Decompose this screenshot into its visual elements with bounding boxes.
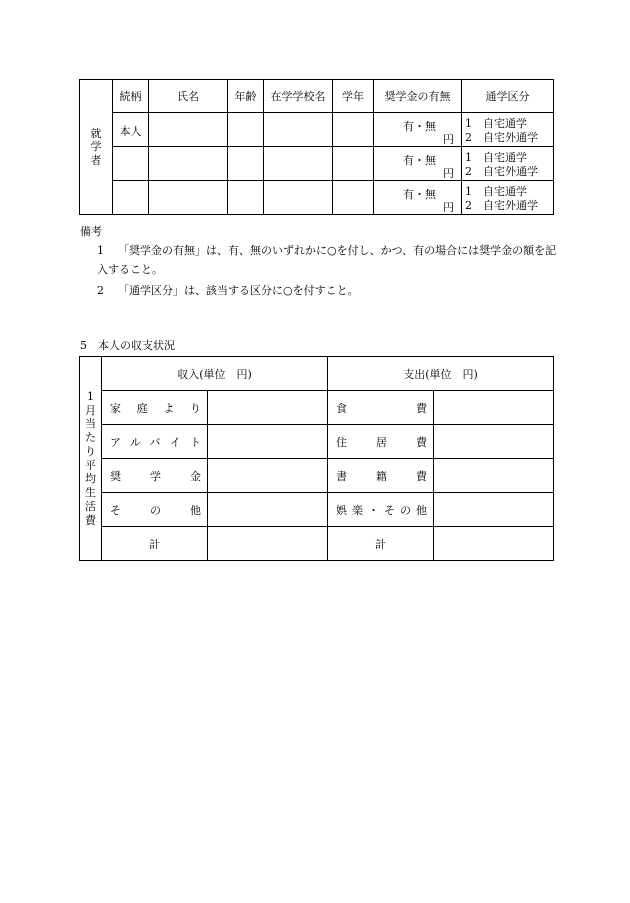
budget-side-label: 1 月 当 た り 平 均 生 活 費 [80, 357, 102, 561]
scholarship-cell[interactable]: 有・無 円 [374, 181, 462, 215]
income-value[interactable] [208, 425, 328, 459]
age-cell[interactable] [228, 113, 264, 147]
expense-label: 住居費 [328, 425, 434, 459]
income-label: 家庭より [102, 391, 208, 425]
student-side-label: 就 学 者 [80, 80, 113, 215]
expense-value[interactable] [434, 391, 554, 425]
expense-label: 娯楽・その他 [328, 493, 434, 527]
table-row [80, 425, 554, 459]
grade-cell[interactable] [333, 181, 374, 215]
income-value[interactable] [208, 459, 328, 493]
name-cell[interactable] [149, 181, 228, 215]
header-relation: 続柄 [113, 80, 149, 113]
grade-cell[interactable] [333, 147, 374, 181]
header-commute: 通学区分 [462, 80, 554, 113]
budget-table [79, 356, 554, 561]
relation-cell[interactable] [113, 147, 149, 181]
expense-label: 書籍費 [328, 459, 434, 493]
table-row [80, 181, 554, 215]
header-age: 年齢 [228, 80, 264, 113]
table-row [80, 113, 554, 147]
income-label: その他 [102, 493, 208, 527]
table-row [80, 459, 554, 493]
age-cell[interactable] [228, 181, 264, 215]
header-school: 在学学校名 [264, 80, 333, 113]
relation-cell[interactable]: 本人 [113, 113, 149, 147]
income-total-value[interactable] [208, 527, 328, 561]
table-row [80, 391, 554, 425]
commute-cell[interactable]: 1 自宅通学 2 自宅外通学 [462, 113, 554, 147]
grade-cell[interactable] [333, 113, 374, 147]
commute-cell[interactable]: 1 自宅通学 2 自宅外通学 [462, 147, 554, 181]
expense-value[interactable] [434, 459, 554, 493]
income-label: アルバイト [102, 425, 208, 459]
notes-title: 備考 [80, 225, 102, 238]
expense-total-label: 計 [328, 527, 434, 561]
name-cell[interactable] [149, 147, 228, 181]
relation-cell[interactable] [113, 181, 149, 215]
income-header: 収入(単位 円) [102, 357, 328, 391]
scholarship-cell[interactable]: 有・無 円 [374, 147, 462, 181]
student-table [79, 79, 554, 215]
school-cell[interactable] [264, 113, 333, 147]
expense-header: 支出(単位 円) [328, 357, 554, 391]
name-cell[interactable] [149, 113, 228, 147]
commute-cell[interactable]: 1 自宅通学 2 自宅外通学 [462, 181, 554, 215]
income-total-label: 計 [102, 527, 208, 561]
income-label: 奨学金 [102, 459, 208, 493]
table-row [80, 527, 554, 561]
school-cell[interactable] [264, 181, 333, 215]
note-item: 1 「奨学金の有無」は、有、無のいずれかに○を付し、かつ、有の場合には奨学金の額を記入すること。 [97, 244, 557, 276]
header-name: 氏名 [149, 80, 228, 113]
note-item: 2 「通学区分」は、該当する区分に○を付すこと。 [97, 284, 359, 297]
scholarship-cell[interactable]: 有・無 円 [374, 113, 462, 147]
age-cell[interactable] [228, 147, 264, 181]
income-value[interactable] [208, 493, 328, 527]
expense-value[interactable] [434, 493, 554, 527]
expense-total-value[interactable] [434, 527, 554, 561]
section-title: 5 本人の収支状況 [80, 339, 175, 352]
header-scholarship: 奨学金の有無 [374, 80, 462, 113]
table-row [80, 493, 554, 527]
expense-value[interactable] [434, 425, 554, 459]
income-value[interactable] [208, 391, 328, 425]
school-cell[interactable] [264, 147, 333, 181]
expense-label: 食費 [328, 391, 434, 425]
header-grade: 学年 [333, 80, 374, 113]
table-row [80, 147, 554, 181]
